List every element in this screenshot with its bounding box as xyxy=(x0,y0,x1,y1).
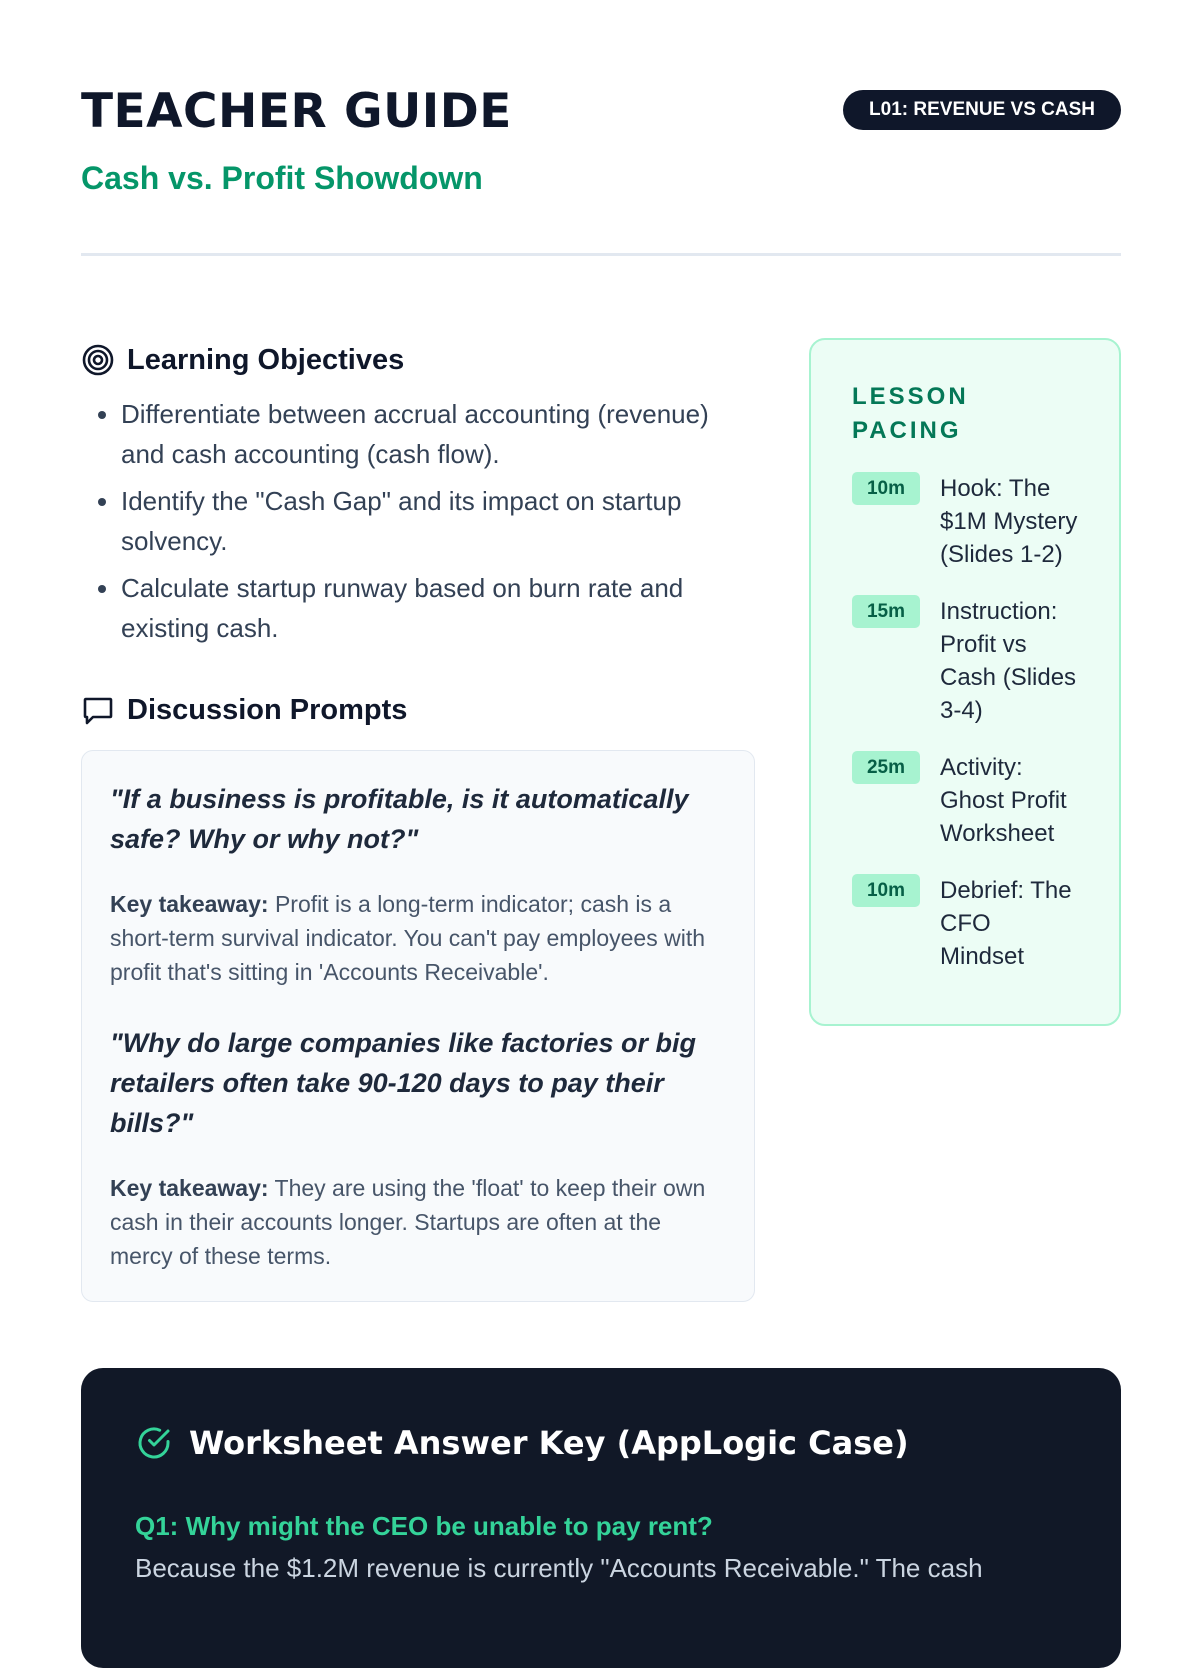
pacing-item xyxy=(852,874,1079,973)
takeaway-label: Key takeaway: xyxy=(110,1175,269,1201)
takeaway-text: They are using the 'float' to keep their own cash in their accounts longer. Startups are often at the mercy of these terms. xyxy=(110,1175,706,1269)
takeaway-text: Profit is a long-term indicator; cash is a short-term survival indicator. You can't pay employees with profit that's sitting in 'Accounts Receivable'. xyxy=(110,891,706,985)
target-icon xyxy=(81,343,115,377)
objectives-heading: Learning Objectives xyxy=(127,343,405,376)
page-title: TEACHER GUIDE xyxy=(81,84,512,139)
duration-badge: 15m xyxy=(852,595,920,628)
lesson-pacing-card xyxy=(809,338,1121,1026)
discussion-header xyxy=(81,688,755,732)
pacing-heading: LESSON PACING xyxy=(852,383,969,444)
lesson-badge: L01: REVENUE VS CASH xyxy=(843,90,1121,130)
pacing-label: Activity: Ghost Profit Worksheet xyxy=(940,754,1067,847)
key-takeaway xyxy=(110,1171,726,1273)
pacing-label: Debrief: The CFO Mindset xyxy=(940,877,1072,970)
chat-bubble-icon xyxy=(81,693,115,727)
duration-badge: 10m xyxy=(852,874,920,907)
header-divider xyxy=(81,253,1121,256)
answer-text: Because the $1.2M revenue is currently "Accounts Receivable." The cash xyxy=(135,1553,983,1583)
page-subtitle: Cash vs. Profit Showdown xyxy=(81,160,483,196)
list-item: • Identify the "Cash Gap" and its impact on startup solvency. xyxy=(121,481,755,561)
answer-question: Q1: Why might the CEO be unable to pay rent? xyxy=(135,1511,713,1541)
answer-key-panel xyxy=(81,1368,1121,1668)
pacing-item xyxy=(852,595,1079,727)
discussion-question: "If a business is profitable, is it automatically safe? Why or why not?" xyxy=(110,784,689,854)
takeaway-label: Key takeaway: xyxy=(110,891,269,917)
list-item: • Differentiate between accrual accounting (revenue) and cash accounting (cash flow). xyxy=(121,394,755,474)
discussion-heading: Discussion Prompts xyxy=(127,693,408,726)
pacing-item xyxy=(852,472,1079,571)
answer-key-heading: Worksheet Answer Key (AppLogic Case) xyxy=(189,1424,909,1462)
header xyxy=(81,84,1121,204)
duration-badge: 10m xyxy=(852,472,920,505)
check-circle-icon xyxy=(135,1424,173,1462)
pacing-label: Instruction: Profit vs Cash (Slides 3-4) xyxy=(940,598,1077,724)
list-item: • Calculate startup runway based on burn rate and existing cash. xyxy=(121,568,755,648)
discussion-prompts-box xyxy=(81,750,755,1302)
discussion-question: "Why do large companies like factories or big retailers often take 90-120 days to pay their bills?" xyxy=(110,1028,696,1138)
left-column xyxy=(81,338,755,1302)
objectives-list xyxy=(81,394,755,648)
answer-key-header xyxy=(135,1424,909,1462)
pacing-item xyxy=(852,751,1079,850)
duration-badge: 25m xyxy=(852,751,920,784)
key-takeaway xyxy=(110,887,726,989)
objectives-header xyxy=(81,338,755,382)
pacing-label: Hook: The $1M Mystery (Slides 1-2) xyxy=(940,475,1078,568)
